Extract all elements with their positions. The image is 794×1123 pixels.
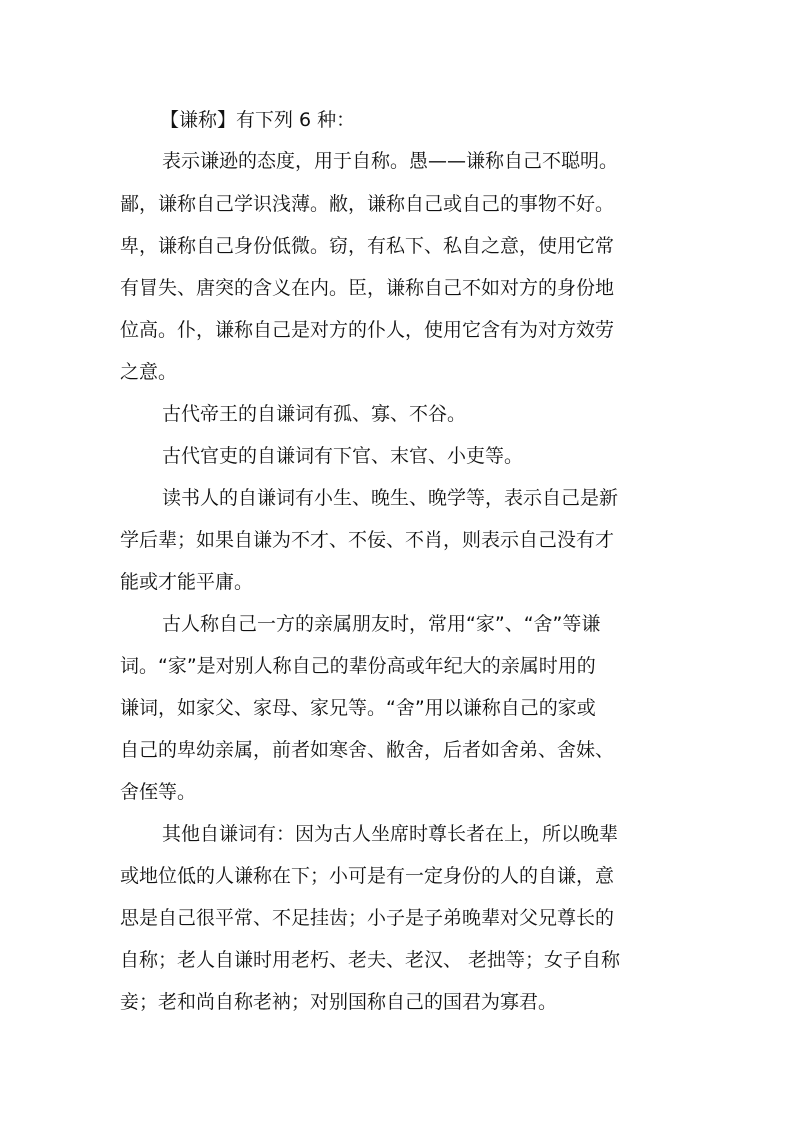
text-line: 谦词，如家父、家母、家兄等。“舍”用以谦称自己的家或 <box>120 697 596 719</box>
text-line: 舍侄等。 <box>120 781 197 803</box>
text-line: 自称；老人自谦时用老朽、老夫、老汉、 老拙等；女子自称 <box>120 949 621 971</box>
text-line: 古人称自己一方的亲属朋友时，常用“家”、“舍”等谦 <box>162 613 601 635</box>
text-line: 读书人的自谦词有小生、晚生、晚学等，表示自己是新 <box>162 487 619 509</box>
text-line: 词。“家”是对别人称自己的辈份高或年纪大的亲属时用的 <box>120 655 596 677</box>
text-line: 妾；老和尚自称老衲；对别国称自己的国君为寡君。 <box>120 991 558 1013</box>
text-line: 鄙，谦称自己学识浅薄。敝，谦称自己或自己的事物不好。 <box>120 193 615 215</box>
text-line: 古代官吏的自谦词有下官、末官、小吏等。 <box>162 445 524 467</box>
text-line: 表示谦逊的态度，用于自称。愚——谦称自己不聪明。 <box>162 150 619 172</box>
text-line: 能或才能平庸。 <box>120 571 254 593</box>
text-line: 学后辈；如果自谦为不才、不佞、不肖，则表示自己没有才 <box>120 529 615 551</box>
text-line: 卑，谦称自己身份低微。窃，有私下、私自之意，使用它常 <box>120 235 615 257</box>
text-line: 【谦称】有下列 6 种： <box>160 109 356 131</box>
text-line: 其他自谦词有：因为古人坐席时尊长者在上，所以晚辈 <box>162 823 619 845</box>
text-line: 位高。仆，谦称自己是对方的仆人，使用它含有为对方效劳 <box>120 319 615 341</box>
text-line: 或地位低的人谦称在下；小可是有一定身份的人的自谦，意 <box>120 865 615 887</box>
text-line: 有冒失、唐突的含义在内。臣，谦称自己不如对方的身份地 <box>120 277 615 299</box>
text-line: 自己的卑幼亲属，前者如寒舍、敝舍，后者如舍弟、舍妹、 <box>120 739 615 761</box>
text-line: 思是自己很平常、不足挂齿；小子是子弟晚辈对父兄尊长的 <box>120 907 615 929</box>
text-line: 之意。 <box>120 361 178 383</box>
text-line: 古代帝王的自谦词有孤、寡、不谷。 <box>162 403 467 425</box>
